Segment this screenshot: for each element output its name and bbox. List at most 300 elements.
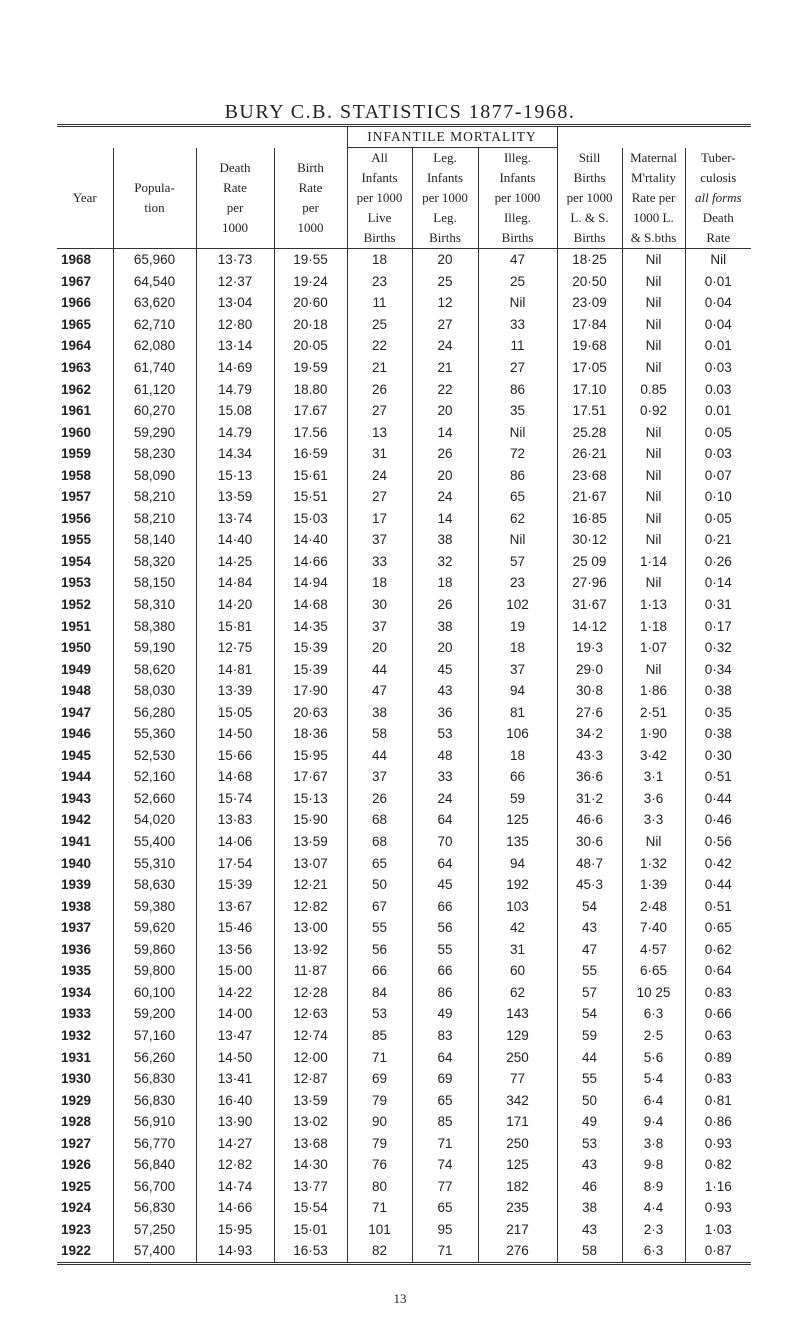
cell-tuberculosis: 0·81	[685, 1089, 751, 1111]
table-row	[57, 529, 751, 551]
cell-illeg-infants: 65	[478, 486, 557, 508]
cell-tuberculosis: 0·30	[685, 745, 751, 767]
cell-birth-rate: 17·67	[274, 766, 347, 788]
table-row	[57, 917, 751, 939]
cell-population: 56,700	[113, 1176, 196, 1198]
cell-still-births: 23·68	[557, 464, 622, 486]
header-line: Maternal	[630, 149, 677, 165]
cell-illeg-infants: 77	[478, 1068, 557, 1090]
cell-year: 1968	[61, 252, 92, 268]
cell-tuberculosis: 1·16	[685, 1176, 751, 1198]
cell-still-births: 43	[557, 1219, 622, 1241]
table-row	[57, 1003, 751, 1025]
cell-illeg-infants: Nil	[478, 421, 557, 443]
cell-maternal-mortality: 7·40	[622, 917, 685, 939]
header-line: 1000	[297, 219, 324, 235]
cell-maternal-mortality: 0·92	[622, 400, 685, 422]
cell-population: 59,190	[113, 637, 196, 659]
cell-tuberculosis: 0·17	[685, 615, 751, 637]
cell-year: 1930	[61, 1071, 92, 1087]
cell-population: 56,840	[113, 1154, 196, 1176]
column-header-illeg-infants	[478, 148, 557, 249]
cell-population: 58,620	[113, 658, 196, 680]
cell-leg-infants: 53	[412, 723, 478, 745]
cell-population: 58,630	[113, 874, 196, 896]
cell-tuberculosis: 0·03	[685, 357, 751, 379]
header-line: Rate	[298, 179, 323, 195]
header-line: per	[302, 199, 319, 215]
cell-leg-infants: 20	[412, 249, 478, 271]
cell-leg-infants: 36	[412, 701, 478, 723]
cell-illeg-infants: 66	[478, 766, 557, 788]
cell-tuberculosis: 0·01	[685, 271, 751, 293]
cell-still-births: 25 09	[557, 551, 622, 573]
cell-still-births: 55	[557, 1068, 622, 1090]
cell-birth-rate: 20·18	[274, 314, 347, 336]
table-row	[57, 508, 751, 530]
cell-death-rate: 14·84	[196, 572, 274, 594]
cell-all-infants: 68	[347, 809, 412, 831]
cell-birth-rate: 11·87	[274, 960, 347, 982]
cell-birth-rate: 12·82	[274, 895, 347, 917]
column-header-tuberculosis	[685, 148, 751, 249]
cell-death-rate: 14·66	[196, 1197, 274, 1219]
header-line: Leg.	[433, 150, 457, 165]
cell-year: 1925	[61, 1178, 92, 1194]
cell-year: 1955	[61, 532, 92, 548]
cell-birth-rate: 12·87	[274, 1068, 347, 1090]
cell-year: 1949	[61, 661, 92, 677]
cell-year: 1950	[61, 640, 92, 656]
cell-all-infants: 68	[347, 831, 412, 853]
cell-tuberculosis: 1·03	[685, 1219, 751, 1241]
cell-all-infants: 80	[347, 1176, 412, 1198]
cell-tuberculosis: 0·62	[685, 939, 751, 961]
cell-death-rate: 15·13	[196, 464, 274, 486]
cell-death-rate: 15·66	[196, 745, 274, 767]
cell-all-infants: 11	[347, 292, 412, 314]
cell-death-rate: 13·83	[196, 809, 274, 831]
cell-birth-rate: 13·59	[274, 1089, 347, 1111]
cell-illeg-infants: 72	[478, 443, 557, 465]
cell-year: 1924	[61, 1200, 92, 1216]
cell-maternal-mortality: 3·6	[622, 788, 685, 810]
cell-year: 1947	[61, 704, 92, 720]
cell-leg-infants: 45	[412, 658, 478, 680]
cell-birth-rate: 13·07	[274, 852, 347, 874]
table-row	[57, 852, 751, 874]
cell-population: 58,140	[113, 529, 196, 551]
cell-all-infants: 25	[347, 314, 412, 336]
header-line: Still	[578, 149, 601, 165]
cell-illeg-infants: 106	[478, 723, 557, 745]
header-line: Illeg.	[503, 210, 532, 225]
header-line: per	[226, 199, 244, 215]
cell-maternal-mortality: Nil	[622, 572, 685, 594]
cell-population: 61,740	[113, 357, 196, 379]
cell-all-infants: 65	[347, 852, 412, 874]
cell-tuberculosis: 0·05	[685, 508, 751, 530]
cell-all-infants: 71	[347, 1197, 412, 1219]
cell-year: 1942	[61, 812, 92, 828]
cell-all-infants: 56	[347, 939, 412, 961]
cell-birth-rate: 19·55	[274, 249, 347, 271]
cell-birth-rate: 18·36	[274, 723, 347, 745]
cell-death-rate: 12·37	[196, 271, 274, 293]
cell-population: 59,620	[113, 917, 196, 939]
cell-still-births: 31·67	[557, 594, 622, 616]
cell-year: 1959	[61, 446, 92, 462]
cell-death-rate: 15·39	[196, 874, 274, 896]
cell-still-births: 23·09	[557, 292, 622, 314]
cell-population: 59,800	[113, 960, 196, 982]
cell-death-rate: 14·50	[196, 723, 274, 745]
cell-death-rate: 13·73	[196, 249, 274, 271]
cell-all-infants: 18	[347, 249, 412, 271]
cell-year: 1953	[61, 575, 92, 591]
cell-all-infants: 67	[347, 895, 412, 917]
cell-still-births: 53	[557, 1132, 622, 1154]
column-header-still-births	[557, 148, 622, 249]
cell-still-births: 29·0	[557, 658, 622, 680]
header-line: Death	[219, 159, 251, 175]
table-row	[57, 1176, 751, 1198]
cell-population: 56,910	[113, 1111, 196, 1133]
table-row	[57, 551, 751, 573]
cell-all-infants: 27	[347, 400, 412, 422]
cell-death-rate: 14·69	[196, 357, 274, 379]
cell-population: 58,210	[113, 486, 196, 508]
cell-year: 1938	[61, 898, 92, 914]
cell-year: 1963	[61, 360, 92, 375]
column-header-death-rate	[196, 148, 274, 249]
cell-maternal-mortality: 1·14	[622, 551, 685, 573]
cell-leg-infants: 95	[412, 1219, 478, 1241]
cell-year: 1945	[61, 747, 92, 763]
cell-tuberculosis: 0·63	[685, 1025, 751, 1047]
cell-birth-rate: 20·63	[274, 701, 347, 723]
cell-death-rate: 14·20	[196, 594, 274, 616]
cell-all-infants: 47	[347, 680, 412, 702]
cell-death-rate: 13·39	[196, 680, 274, 702]
cell-birth-rate: 15·61	[274, 464, 347, 486]
cell-all-infants: 13	[347, 421, 412, 443]
table-row	[57, 680, 751, 702]
cell-maternal-mortality: 2·5	[622, 1025, 685, 1047]
cell-tuberculosis: 0·93	[685, 1197, 751, 1219]
cell-illeg-infants: Nil	[478, 529, 557, 551]
cell-still-births: 58	[557, 1240, 622, 1263]
cell-still-births: 43	[557, 1154, 622, 1176]
cell-birth-rate: 20·60	[274, 292, 347, 314]
cell-leg-infants: 26	[412, 594, 478, 616]
cell-tuberculosis: 0·07	[685, 464, 751, 486]
cell-population: 56,830	[113, 1068, 196, 1090]
cell-death-rate: 12·75	[196, 637, 274, 659]
cell-death-rate: 13·14	[196, 335, 274, 357]
cell-still-births: 16·85	[557, 508, 622, 530]
cell-population: 59,380	[113, 895, 196, 917]
cell-illeg-infants: Nil	[478, 292, 557, 314]
header-line: L. & S.	[570, 209, 609, 225]
cell-birth-rate: 13·00	[274, 917, 347, 939]
cell-leg-infants: 85	[412, 1111, 478, 1133]
cell-illeg-infants: 192	[478, 874, 557, 896]
cell-all-infants: 21	[347, 357, 412, 379]
cell-population: 59,200	[113, 1003, 196, 1025]
cell-illeg-infants: 217	[478, 1219, 557, 1241]
cell-tuberculosis: 0·26	[685, 551, 751, 573]
cell-illeg-infants: 171	[478, 1111, 557, 1133]
header-spacer	[557, 126, 751, 148]
cell-leg-infants: 21	[412, 357, 478, 379]
cell-all-infants: 58	[347, 723, 412, 745]
cell-maternal-mortality: 1·90	[622, 723, 685, 745]
table-row	[57, 400, 751, 422]
cell-population: 65,960	[113, 249, 196, 271]
cell-illeg-infants: 250	[478, 1046, 557, 1068]
cell-all-infants: 37	[347, 615, 412, 637]
cell-population: 62,710	[113, 314, 196, 336]
header-line: tion	[144, 199, 165, 215]
cell-still-births: 20·50	[557, 271, 622, 293]
header-line: All	[371, 150, 388, 165]
cell-population: 62,080	[113, 335, 196, 357]
header-line: culosis	[700, 169, 737, 185]
cell-year: 1934	[61, 984, 92, 1000]
cell-leg-infants: 77	[412, 1176, 478, 1198]
header-line: 1000	[222, 219, 248, 235]
cell-all-infants: 33	[347, 551, 412, 573]
cell-still-births: 46·6	[557, 809, 622, 831]
cell-population: 55,360	[113, 723, 196, 745]
cell-illeg-infants: 129	[478, 1025, 557, 1047]
cell-population: 52,530	[113, 745, 196, 767]
cell-leg-infants: 66	[412, 960, 478, 982]
header-line: & S.bths	[630, 229, 677, 245]
cell-illeg-infants: 18	[478, 637, 557, 659]
cell-year: 1939	[61, 877, 92, 893]
cell-illeg-infants: 86	[478, 378, 557, 400]
cell-population: 64,540	[113, 271, 196, 293]
column-header-population	[113, 148, 196, 249]
cell-year: 1940	[61, 855, 92, 871]
cell-leg-infants: 71	[412, 1132, 478, 1154]
cell-all-infants: 27	[347, 486, 412, 508]
cell-population: 58,150	[113, 572, 196, 594]
cell-illeg-infants: 25	[478, 271, 557, 293]
cell-year: 1958	[61, 467, 92, 483]
cell-maternal-mortality: 10 25	[622, 982, 685, 1004]
header-line: Infants	[499, 170, 536, 185]
column-header-birth-rate	[274, 148, 347, 249]
cell-leg-infants: 48	[412, 745, 478, 767]
cell-birth-rate: 19·24	[274, 271, 347, 293]
cell-illeg-infants: 102	[478, 594, 557, 616]
cell-leg-infants: 64	[412, 1046, 478, 1068]
cell-tuberculosis: 0·46	[685, 809, 751, 831]
table-row	[57, 421, 751, 443]
cell-tuberculosis: 0·31	[685, 594, 751, 616]
cell-birth-rate: 14·40	[274, 529, 347, 551]
table-row	[57, 723, 751, 745]
cell-death-rate: 13·56	[196, 939, 274, 961]
cell-death-rate: 13·90	[196, 1111, 274, 1133]
cell-still-births: 34·2	[557, 723, 622, 745]
header-line: Leg.	[433, 210, 457, 225]
cell-death-rate: 14.34	[196, 443, 274, 465]
cell-tuberculosis: 0·65	[685, 917, 751, 939]
cell-year: 1936	[61, 941, 92, 957]
cell-illeg-infants: 125	[478, 809, 557, 831]
cell-illeg-infants: 250	[478, 1132, 557, 1154]
cell-maternal-mortality: Nil	[622, 271, 685, 293]
cell-tuberculosis: 0·04	[685, 314, 751, 336]
cell-leg-infants: 25	[412, 271, 478, 293]
cell-leg-infants: 18	[412, 572, 478, 594]
cell-maternal-mortality: 1·32	[622, 852, 685, 874]
cell-tuberculosis: 0.01	[685, 400, 751, 422]
cell-leg-infants: 83	[412, 1025, 478, 1047]
cell-maternal-mortality: 4·4	[622, 1197, 685, 1219]
cell-year: 1954	[61, 553, 92, 569]
cell-still-births: 46	[557, 1176, 622, 1198]
cell-death-rate: 13·74	[196, 508, 274, 530]
cell-tuberculosis: 0·35	[685, 701, 751, 723]
table-row	[57, 874, 751, 896]
cell-death-rate: 15·46	[196, 917, 274, 939]
cell-still-births: 50	[557, 1089, 622, 1111]
cell-tuberculosis: 0·44	[685, 874, 751, 896]
header-line: Death	[702, 209, 734, 225]
cell-still-births: 48·7	[557, 852, 622, 874]
cell-population: 55,310	[113, 852, 196, 874]
header-line: Infants	[361, 170, 398, 185]
table-row	[57, 378, 751, 400]
cell-still-births: 59	[557, 1025, 622, 1047]
cell-birth-rate: 17.67	[274, 400, 347, 422]
table-row	[57, 1197, 751, 1219]
cell-maternal-mortality: Nil	[622, 658, 685, 680]
cell-birth-rate: 15·01	[274, 1219, 347, 1241]
header-line: Tuber-	[700, 149, 736, 165]
cell-maternal-mortality: 2·3	[622, 1219, 685, 1241]
cell-leg-infants: 49	[412, 1003, 478, 1025]
cell-still-births: 17·84	[557, 314, 622, 336]
table-row	[57, 1132, 751, 1154]
cell-tuberculosis: 0·04	[685, 292, 751, 314]
cell-leg-infants: 32	[412, 551, 478, 573]
cell-maternal-mortality: 8·9	[622, 1176, 685, 1198]
cell-all-infants: 55	[347, 917, 412, 939]
cell-birth-rate: 12·74	[274, 1025, 347, 1047]
cell-leg-infants: 43	[412, 680, 478, 702]
cell-illeg-infants: 342	[478, 1089, 557, 1111]
cell-all-infants: 85	[347, 1025, 412, 1047]
cell-year: 1961	[61, 403, 92, 419]
cell-year: 1937	[61, 920, 92, 936]
cell-all-infants: 23	[347, 271, 412, 293]
cell-year: 1923	[61, 1221, 92, 1237]
cell-death-rate: 13·59	[196, 486, 274, 508]
cell-maternal-mortality: Nil	[622, 421, 685, 443]
cell-leg-infants: 20	[412, 464, 478, 486]
header-line: 1000 L.	[633, 209, 674, 225]
cell-still-births: 17.51	[557, 400, 622, 422]
cell-leg-infants: 14	[412, 508, 478, 530]
cell-leg-infants: 45	[412, 874, 478, 896]
cell-leg-infants: 56	[412, 917, 478, 939]
cell-leg-infants: 66	[412, 895, 478, 917]
cell-birth-rate: 14·94	[274, 572, 347, 594]
cell-leg-infants: 12	[412, 292, 478, 314]
cell-tuberculosis: 0·34	[685, 658, 751, 680]
cell-population: 56,830	[113, 1197, 196, 1219]
cell-leg-infants: 22	[412, 378, 478, 400]
cell-birth-rate: 16·59	[274, 443, 347, 465]
cell-death-rate: 14·93	[196, 1240, 274, 1263]
table-row	[57, 464, 751, 486]
cell-illeg-infants: 27	[478, 357, 557, 379]
cell-leg-infants: 74	[412, 1154, 478, 1176]
cell-maternal-mortality: Nil	[622, 292, 685, 314]
cell-death-rate: 13·04	[196, 292, 274, 314]
cell-year: 1946	[61, 726, 92, 742]
table-row	[57, 701, 751, 723]
table-row	[57, 443, 751, 465]
cell-illeg-infants: 135	[478, 831, 557, 853]
table-row	[57, 1046, 751, 1068]
cell-year: 1922	[57, 1240, 113, 1263]
table-row	[57, 788, 751, 810]
cell-birth-rate: 15·90	[274, 809, 347, 831]
cell-all-infants: 22	[347, 335, 412, 357]
cell-birth-rate: 13·92	[274, 939, 347, 961]
cell-maternal-mortality: 6·4	[622, 1089, 685, 1111]
cell-year: 1943	[61, 790, 92, 806]
table-row	[57, 1111, 751, 1133]
cell-maternal-mortality: 1·07	[622, 637, 685, 659]
cell-death-rate: 14·22	[196, 982, 274, 1004]
cell-still-births: 25.28	[557, 421, 622, 443]
cell-year: 1933	[61, 1006, 92, 1022]
cell-illeg-infants: 276	[478, 1240, 557, 1263]
cell-leg-infants: 55	[412, 939, 478, 961]
cell-death-rate: 14·25	[196, 551, 274, 573]
cell-still-births: 43·3	[557, 745, 622, 767]
cell-all-infants: 101	[347, 1219, 412, 1241]
cell-tuberculosis: 0·05	[685, 421, 751, 443]
table-row	[57, 594, 751, 616]
cell-birth-rate: 16·53	[274, 1240, 347, 1263]
cell-all-infants: 71	[347, 1046, 412, 1068]
header-line: Year	[72, 189, 97, 205]
cell-illeg-infants: 33	[478, 314, 557, 336]
cell-birth-rate: 15·95	[274, 745, 347, 767]
cell-still-births: 14·12	[557, 615, 622, 637]
cell-year: 1948	[61, 683, 92, 699]
cell-death-rate: 13·47	[196, 1025, 274, 1047]
cell-tuberculosis: 0·14	[685, 572, 751, 594]
cell-leg-infants: 24	[412, 788, 478, 810]
header-line: Illeg.	[503, 150, 532, 165]
cell-death-rate: 13·41	[196, 1068, 274, 1090]
cell-all-infants: 24	[347, 464, 412, 486]
cell-tuberculosis: 0·38	[685, 680, 751, 702]
cell-illeg-infants: 31	[478, 939, 557, 961]
header-line: Births	[573, 229, 606, 245]
cell-maternal-mortality: Nil	[622, 508, 685, 530]
